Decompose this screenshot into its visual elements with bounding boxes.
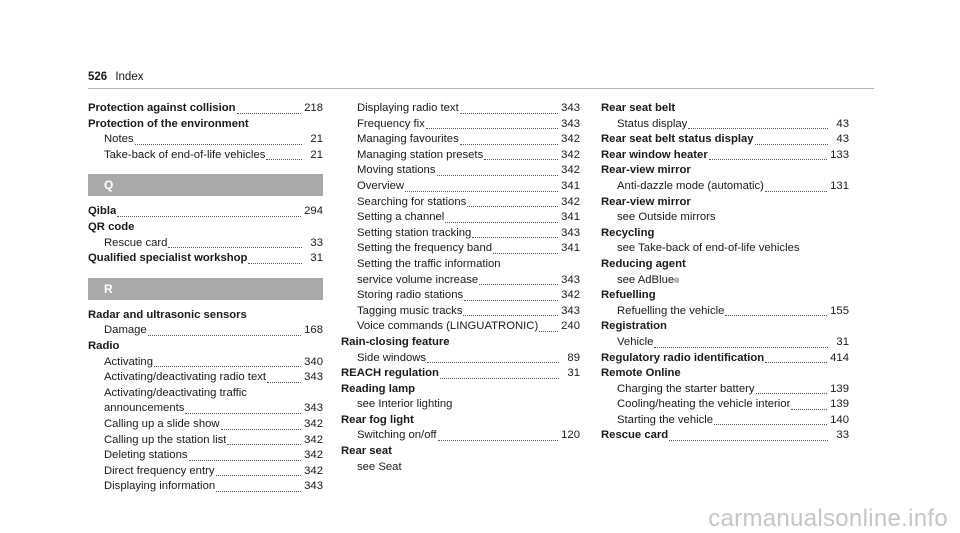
index-entry xyxy=(601,351,849,367)
index-entry xyxy=(88,251,323,267)
dot-leader xyxy=(237,113,302,114)
page-reference[interactable]: 342 xyxy=(304,449,323,462)
page-reference[interactable]: 120 xyxy=(561,429,580,442)
index-entry xyxy=(88,308,323,339)
dot-leader xyxy=(117,216,301,217)
subentry-text: Anti-dazzle mode (automatic) xyxy=(617,179,764,192)
page-reference[interactable]: 133 xyxy=(830,148,849,161)
index-entry xyxy=(601,195,849,226)
dot-leader xyxy=(267,382,301,383)
dot-leader xyxy=(248,263,302,264)
subentry-text: Displaying information xyxy=(104,480,216,493)
subentry-text: Tagging music tracks xyxy=(357,304,463,317)
entry-heading: Rear seat xyxy=(341,445,392,458)
index-entry xyxy=(601,163,849,194)
entry-heading-line xyxy=(601,132,849,148)
entry-heading-line xyxy=(88,220,323,236)
entry-heading: Refuelling xyxy=(601,289,656,302)
subentry-text: Displaying radio text xyxy=(357,102,459,114)
page-reference[interactable]: 341 xyxy=(561,242,580,255)
subentry-line xyxy=(88,479,323,495)
dot-leader xyxy=(755,144,828,145)
page-reference[interactable]: 294 xyxy=(304,205,323,218)
dot-leader xyxy=(460,113,558,114)
subentry-line xyxy=(341,241,580,257)
entry-heading: Rain-closing feature xyxy=(341,335,450,348)
page-reference[interactable]: 342 xyxy=(304,417,323,430)
index-entry xyxy=(341,382,580,413)
dot-leader xyxy=(463,315,558,316)
page-reference[interactable]: 31 xyxy=(567,367,580,380)
entry-heading: Rear-view mirror xyxy=(601,195,691,208)
page-reference[interactable]: 139 xyxy=(830,382,849,395)
index-entry xyxy=(601,257,849,288)
page-reference[interactable]: 240 xyxy=(561,320,580,333)
entry-heading-line xyxy=(341,413,580,429)
index-entry xyxy=(601,148,849,164)
page-reference[interactable]: 140 xyxy=(830,413,849,426)
entry-heading: Rear fog light xyxy=(341,413,414,426)
entry-heading-line xyxy=(341,335,580,351)
subentry-text: Managing station presets xyxy=(357,148,484,161)
subentry-line xyxy=(601,117,849,133)
subentry-line xyxy=(88,386,323,402)
page-reference[interactable]: 343 xyxy=(561,102,580,114)
subentry-text: see Seat xyxy=(357,460,402,473)
page-reference[interactable]: 342 xyxy=(304,464,323,477)
entry-heading: Rear window heater xyxy=(601,148,708,161)
entry-heading-line xyxy=(601,366,849,382)
index-entry xyxy=(341,366,580,382)
page-reference[interactable]: 341 xyxy=(561,211,580,224)
page-reference[interactable]: 33 xyxy=(836,429,849,442)
entry-heading: Protection of the environment xyxy=(88,117,249,130)
subentry-text: Setting the frequency band xyxy=(357,242,493,255)
subentry-line xyxy=(601,397,849,413)
index-entry xyxy=(88,101,323,117)
page-reference[interactable]: 343 xyxy=(304,371,323,384)
entry-heading-line xyxy=(88,251,323,267)
entry-heading-line xyxy=(601,257,849,273)
index-column-1 xyxy=(88,101,323,495)
index-entry xyxy=(601,132,849,148)
subentry-text: Direct frequency entry xyxy=(104,464,215,477)
index-entry xyxy=(601,288,849,319)
page-reference[interactable]: 343 xyxy=(561,273,580,286)
page-reference[interactable]: 341 xyxy=(561,179,580,192)
entry-heading: Reducing agent xyxy=(601,257,686,270)
index-entry xyxy=(601,366,849,428)
page-reference[interactable]: 342 xyxy=(561,148,580,161)
subentry-text: Moving stations xyxy=(357,164,436,177)
page-reference[interactable]: 342 xyxy=(561,133,580,146)
subentry-line xyxy=(341,351,580,367)
dot-leader xyxy=(484,159,558,160)
page-reference[interactable]: 343 xyxy=(304,402,323,415)
subentry-text: see Interior lighting xyxy=(357,398,453,411)
page-reference[interactable]: 89 xyxy=(567,351,580,364)
subentry-line xyxy=(341,288,580,304)
page-reference[interactable]: 342 xyxy=(561,164,580,177)
subentry-line xyxy=(601,382,849,398)
entry-heading-line xyxy=(601,163,849,179)
entry-heading-line xyxy=(601,226,849,242)
dot-leader xyxy=(154,366,301,367)
subentry-line xyxy=(341,132,580,148)
subentry-text: Deleting stations xyxy=(104,449,188,462)
entry-heading-line xyxy=(88,308,323,324)
subentry-text: Setting station tracking xyxy=(357,226,472,239)
subentry-text: Notes xyxy=(104,133,134,146)
entry-heading: Qibla xyxy=(88,205,117,218)
subentry-line xyxy=(88,148,323,164)
subentry-text: Status display xyxy=(617,117,688,130)
entry-heading: Regulatory radio identification xyxy=(601,351,765,364)
section-letter-header: Q xyxy=(88,174,323,196)
subentry-line xyxy=(341,397,580,413)
entry-heading-line xyxy=(341,444,580,460)
entry-heading: Remote Online xyxy=(601,367,681,380)
entry-heading-line xyxy=(88,117,323,133)
index-entry xyxy=(88,220,323,251)
dot-leader xyxy=(405,191,558,192)
index-entry xyxy=(601,226,849,257)
subentry-text: service volume increase xyxy=(357,273,479,286)
entry-heading-line xyxy=(601,195,849,211)
dot-leader xyxy=(669,440,828,441)
dot-leader xyxy=(493,253,558,254)
page-reference[interactable]: 43 xyxy=(836,133,849,146)
subentry-line xyxy=(341,148,580,164)
entry-heading-line xyxy=(601,148,849,164)
subentry-line xyxy=(88,401,323,417)
subentry-text: Refuelling the vehicle xyxy=(617,304,725,317)
dot-leader xyxy=(185,413,301,414)
dot-leader xyxy=(791,409,827,410)
subentry-text: Rescue card xyxy=(104,236,168,249)
subentry-text: Voice commands (LINGUATRONIC) xyxy=(357,320,539,333)
subentry-text: Managing favourites xyxy=(357,133,459,146)
subentry-line xyxy=(341,210,580,226)
subentry-line xyxy=(341,257,580,273)
entry-heading-line xyxy=(601,319,849,335)
subentry-line xyxy=(88,132,323,148)
entry-heading-line xyxy=(601,351,849,367)
subentry-line xyxy=(88,355,323,371)
entry-heading-line xyxy=(88,204,323,220)
page-reference[interactable]: 31 xyxy=(836,335,849,348)
page-reference[interactable]: 43 xyxy=(836,117,849,130)
dot-leader xyxy=(216,491,301,492)
page-reference[interactable]: 21 xyxy=(310,133,323,146)
index-entry xyxy=(601,428,849,444)
subentry-text: Setting the traffic information xyxy=(357,257,501,270)
index-column-3 xyxy=(601,101,849,444)
index-entry xyxy=(88,117,323,164)
entry-heading: Rear seat belt status display xyxy=(601,133,754,146)
subentry-line xyxy=(341,304,580,320)
subentry-text: Take-back of end-of-life vehicles xyxy=(104,148,266,161)
subentry-line xyxy=(601,304,849,320)
entry-heading: Protection against collision xyxy=(88,102,236,114)
page-reference[interactable]: 155 xyxy=(830,304,849,317)
index-entry xyxy=(601,101,849,132)
dot-leader xyxy=(437,175,559,176)
dot-leader xyxy=(479,284,558,285)
entry-heading: Radar and ultrasonic sensors xyxy=(88,308,247,321)
page-reference[interactable]: 342 xyxy=(561,195,580,208)
subentry-text: Vehicle xyxy=(617,335,654,348)
page-reference[interactable]: 340 xyxy=(304,355,323,368)
dot-leader xyxy=(189,460,302,461)
dot-leader xyxy=(221,429,302,430)
watermark: carmanualsonline.info xyxy=(708,505,948,533)
dot-leader xyxy=(148,335,301,336)
entry-heading: QR code xyxy=(88,220,135,233)
dot-leader xyxy=(539,331,558,332)
subentry-line xyxy=(88,370,323,386)
subentry-text: Activating xyxy=(104,355,153,368)
page-reference[interactable]: 168 xyxy=(304,324,323,337)
subentry-text: see Outside mirrors xyxy=(617,211,716,224)
subentry-line xyxy=(341,428,580,444)
page-reference[interactable]: 218 xyxy=(304,102,323,114)
dot-leader xyxy=(467,206,558,207)
entry-heading-line xyxy=(341,382,580,398)
dot-leader xyxy=(168,247,302,248)
entry-heading-line xyxy=(601,101,849,117)
page-reference[interactable]: 33 xyxy=(310,236,323,249)
page-reference[interactable]: 131 xyxy=(830,179,849,192)
page-reference[interactable]: 414 xyxy=(830,351,849,364)
dot-leader xyxy=(227,444,301,445)
subentry-text: Searching for stations xyxy=(357,195,467,208)
subentry-line xyxy=(88,464,323,480)
subentry-text: announcements xyxy=(104,402,185,415)
subentry-line xyxy=(341,319,580,335)
dot-leader xyxy=(464,300,558,301)
subentry-line: see AdBlue ® xyxy=(601,273,849,289)
subentry-line xyxy=(601,241,849,257)
entry-heading-line xyxy=(601,288,849,304)
entry-heading-line xyxy=(601,428,849,444)
index-entry xyxy=(341,444,580,475)
entry-heading: Recycling xyxy=(601,226,655,239)
dot-leader xyxy=(688,128,828,129)
dot-leader xyxy=(135,144,302,145)
dot-leader xyxy=(765,362,827,363)
index-entry xyxy=(341,413,580,444)
subentry-line xyxy=(341,195,580,211)
subentry-line xyxy=(341,179,580,195)
subentry-line xyxy=(341,101,580,117)
entry-heading: Rescue card xyxy=(601,429,669,442)
index-entry xyxy=(341,335,580,366)
entry-heading: Qualified specialist workshop xyxy=(88,252,248,265)
page-reference[interactable]: 342 xyxy=(304,433,323,446)
dot-leader xyxy=(266,159,302,160)
page-reference[interactable]: 21 xyxy=(310,148,323,161)
subentry-line xyxy=(341,226,580,242)
page-reference[interactable]: 343 xyxy=(561,226,580,239)
index-entry xyxy=(341,101,580,335)
subentry-text: Switching on/off xyxy=(357,429,437,442)
entry-heading-line xyxy=(88,101,323,117)
dot-leader xyxy=(725,315,827,316)
index-column-2 xyxy=(341,101,580,475)
subentry-line xyxy=(601,179,849,195)
subentry-text: Damage xyxy=(104,324,147,337)
dot-leader xyxy=(654,347,828,348)
dot-leader xyxy=(216,475,302,476)
dot-leader xyxy=(445,222,558,223)
subentry-text: Activating/deactivating traffic xyxy=(104,386,247,399)
entry-heading-line xyxy=(88,339,323,355)
subentry-text: Charging the starter battery xyxy=(617,382,755,395)
entry-heading: Rear seat belt xyxy=(601,102,676,114)
index-entry xyxy=(88,204,323,220)
subentry-text: Cooling/heating the vehicle interior xyxy=(617,398,791,411)
page-reference[interactable]: 342 xyxy=(561,289,580,302)
page-reference[interactable]: 343 xyxy=(561,117,580,130)
entry-heading: Registration xyxy=(601,320,667,333)
dot-leader xyxy=(709,159,827,160)
subentry-line xyxy=(88,236,323,252)
page-reference[interactable]: 139 xyxy=(830,398,849,411)
page-header xyxy=(88,70,143,86)
subentry-line xyxy=(341,273,580,289)
section-letter-header: R xyxy=(88,278,323,300)
entry-heading: REACH regulation xyxy=(341,367,439,380)
subentry-text: Calling up the station list xyxy=(104,433,227,446)
subentry-text: Side windows xyxy=(357,351,427,364)
entry-heading-line xyxy=(341,366,580,382)
subentry-text: see AdBlue xyxy=(617,273,675,286)
entry-heading: Rear-view mirror xyxy=(601,164,691,177)
subentry-line xyxy=(601,335,849,351)
page-reference[interactable]: 343 xyxy=(561,304,580,317)
dot-leader xyxy=(460,144,558,145)
subentry-text: Setting a channel xyxy=(357,211,445,224)
dot-leader xyxy=(714,424,827,425)
subentry-text: Frequency fix xyxy=(357,117,425,130)
subentry-line xyxy=(341,460,580,476)
subentry-text: Starting the vehicle xyxy=(617,413,714,426)
entry-heading: Radio xyxy=(88,339,120,352)
dot-leader xyxy=(440,378,559,379)
subentry-line xyxy=(88,323,323,339)
entry-heading: Reading lamp xyxy=(341,382,416,395)
page-reference[interactable]: 343 xyxy=(304,480,323,493)
subentry-line xyxy=(341,117,580,133)
subentry-line xyxy=(341,163,580,179)
index-entry xyxy=(601,319,849,350)
subentry-text: Overview xyxy=(357,179,405,192)
page-number: 526 xyxy=(88,71,108,83)
subentry-text: Storing radio stations xyxy=(357,289,464,302)
subentry-line xyxy=(88,417,323,433)
subentry-text: see Take-back of end-of-life vehicles xyxy=(617,242,800,255)
subentry-line xyxy=(601,413,849,429)
dot-leader xyxy=(438,440,559,441)
dot-leader xyxy=(756,393,828,394)
dot-leader xyxy=(472,237,558,238)
subentry-text: Calling up a slide show xyxy=(104,417,220,430)
dot-leader xyxy=(426,128,558,129)
subentry-line xyxy=(88,448,323,464)
page-reference[interactable]: 31 xyxy=(310,252,323,265)
subentry-line xyxy=(88,433,323,449)
dot-leader xyxy=(427,362,559,363)
header-divider xyxy=(88,88,874,89)
subentry-text: Activating/deactivating radio text xyxy=(104,371,267,384)
subentry-line xyxy=(601,210,849,226)
dot-leader xyxy=(765,191,827,192)
index-entry xyxy=(88,339,323,495)
page-title: Index xyxy=(115,71,144,83)
